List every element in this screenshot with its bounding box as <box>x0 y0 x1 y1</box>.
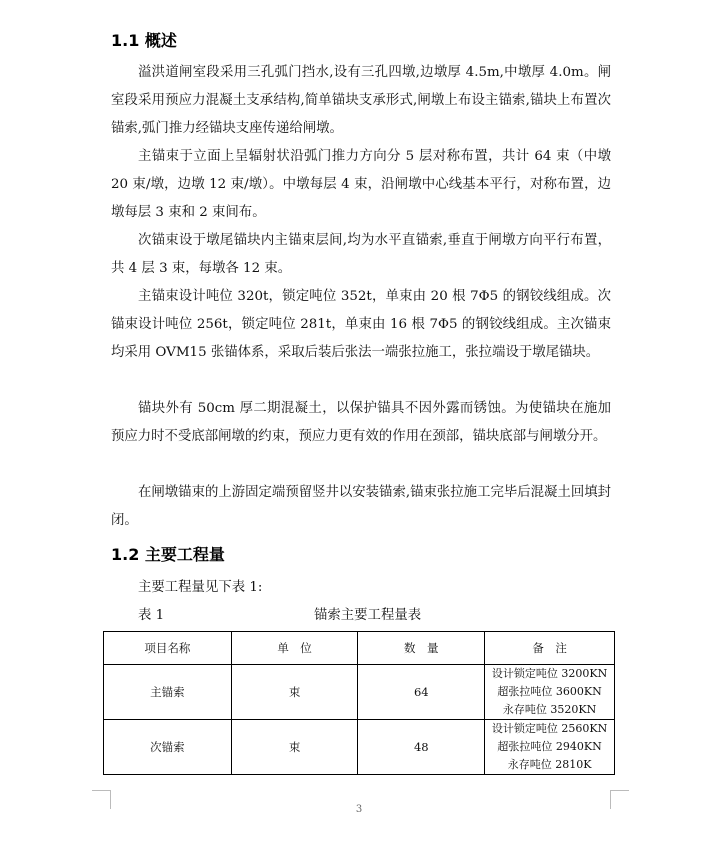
header-unit: 单 位 <box>231 632 358 665</box>
note-line: 超张拉吨位 3600KN <box>497 685 602 698</box>
note-line: 设计锁定吨位 3200KN <box>491 667 608 680</box>
table-title: 锚索主要工程量表 <box>314 608 422 623</box>
table-header-row <box>104 632 615 665</box>
header-item-name: 项目名称 <box>104 632 232 665</box>
section-heading-quantities: 1.2 主要工程量 <box>111 545 225 564</box>
cell-item-name: 次锚索 <box>104 720 232 775</box>
header-notes: 备 注 <box>485 632 615 665</box>
note-line: 设计锁定吨位 2560KN <box>491 722 608 735</box>
table-intro: 主要工程量见下表 1: <box>138 580 263 595</box>
header-quantity: 数 量 <box>358 632 485 665</box>
cell-unit: 束 <box>231 720 358 775</box>
section-heading-overview: 1.1 概述 <box>111 31 177 50</box>
cell-unit: 束 <box>231 665 358 720</box>
cell-notes <box>485 720 615 775</box>
cell-quantity: 48 <box>358 720 485 775</box>
table-label: 表 1 <box>138 608 165 623</box>
paragraph-4: 主锚束设计吨位 320t，锁定吨位 352t，单束由 20 根 7Φ5 的钢铰线组成。次锚束设计吨位 256t，锁定吨位 281t，单束由 16 根 7Φ5 的钢铰线组成。主次锚束均采用 OVM15 张锚体系，采取后装后张法一端张拉施工，张拉端设于墩尾锚块。 <box>111 289 611 360</box>
paragraph-6: 在闸墩锚束的上游固定端预留竖井以安装锚索,锚束张拉施工完毕后混凝土回填封闭。 <box>111 485 611 528</box>
paragraph-5: 锚块外有 50cm 厚二期混凝土，以保护锚具不因外露而锈蚀。为使锚块在施加预应力时不受底部闸墩的约束，预应力更有效的作用在颈部，锚块底部与闸墩分开。 <box>111 401 611 444</box>
cell-item-name: 主锚索 <box>104 665 232 720</box>
note-line: 永存吨位 2810K <box>507 758 592 771</box>
cell-notes <box>485 665 615 720</box>
paragraph-3: 次锚束设于墩尾锚块内主锚束层间,均为水平直锚索,垂直于闸墩方向平行布置，共 4 层 3 束，每墩各 12 束。 <box>111 233 611 276</box>
paragraph-2: 主锚束于立面上呈辐射状沿弧门推力方向分 5 层对称布置，共计 64 束（中墩 20 束/墩，边墩 12 束/墩）。中墩每层 4 束，沿闸墩中心线基本平行，对称布置，边墩每层 3 束和 2 束间布。 <box>111 149 611 220</box>
note-line: 永存吨位 3520KN <box>502 703 597 716</box>
cell-quantity: 64 <box>358 665 485 720</box>
table-row <box>104 720 615 775</box>
page-number: 3 <box>355 804 363 815</box>
paragraph-1: 溢洪道闸室段采用三孔弧门挡水,设有三孔四墩,边墩厚 4.5m,中墩厚 4.0m。闸室段采用预应力混凝土支承结构,简单锚块支承形式,闸墩上布设主锚索,锚块上布置次锚索,弧门推力经锚块支座传递给闸墩。 <box>111 65 611 136</box>
note-line: 超张拉吨位 2940KN <box>497 740 602 753</box>
quantities-table <box>103 631 615 775</box>
table-row <box>104 665 615 720</box>
